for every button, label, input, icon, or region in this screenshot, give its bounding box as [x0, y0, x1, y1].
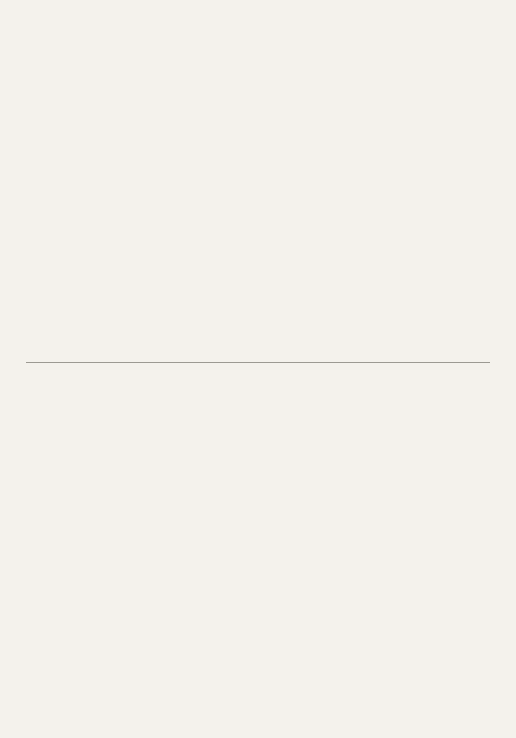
section-divider [26, 362, 490, 363]
upper-text-block [26, 10, 490, 350]
lower-text-block [26, 380, 490, 718]
